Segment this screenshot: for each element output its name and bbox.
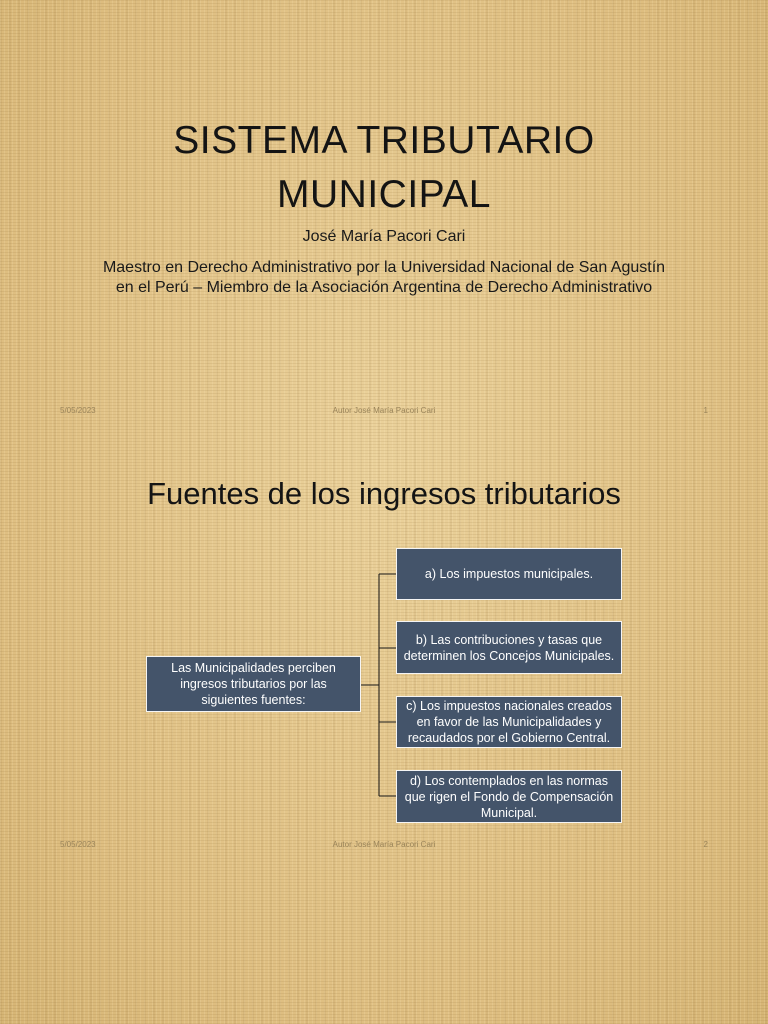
author-name: José María Pacori Cari	[302, 228, 466, 245]
footer-page-number: 1	[703, 406, 708, 415]
title-line-1: SISTEMA TRIBUTARIO	[173, 119, 595, 162]
slide-1	[0, 0, 768, 430]
hierarchy-connectors	[0, 430, 768, 860]
source-box-d: d) Los contemplados en las normas que rigen el Fondo de Compensación Municipal.	[396, 770, 622, 823]
footer-page-number: 2	[703, 840, 708, 849]
title-line-2: MUNICIPAL	[277, 173, 491, 216]
slide-1-title	[0, 114, 768, 222]
slide-2	[0, 430, 768, 860]
source-box-c: c) Los impuestos nacionales creados en favor de las Municipalidades y recaudados por el Gobierno Central.	[396, 696, 622, 748]
author-description: Maestro en Derecho Administrativo por la Universidad Nacional de San Agustín en el Perú – Miembro de la Asociación Argentina de Derecho Administrativo	[102, 259, 666, 296]
slide-2-title: Fuentes de los ingresos tributarios	[147, 476, 621, 511]
source-box-b: b) Las contribuciones y tasas que determinen los Concejos Municipales.	[396, 621, 622, 674]
source-box-a: a) Los impuestos municipales.	[396, 548, 622, 600]
footer-date: 5/05/2023	[60, 406, 96, 415]
footer-author: Autor José María Pacori Cari	[332, 406, 436, 415]
diagram-root-box: Las Municipalidades perciben ingresos tributarios por las siguientes fuentes:	[146, 656, 361, 712]
footer-author: Autor José María Pacori Cari	[332, 840, 436, 849]
footer-date: 5/05/2023	[60, 840, 96, 849]
slide-3-partial	[0, 860, 768, 1024]
